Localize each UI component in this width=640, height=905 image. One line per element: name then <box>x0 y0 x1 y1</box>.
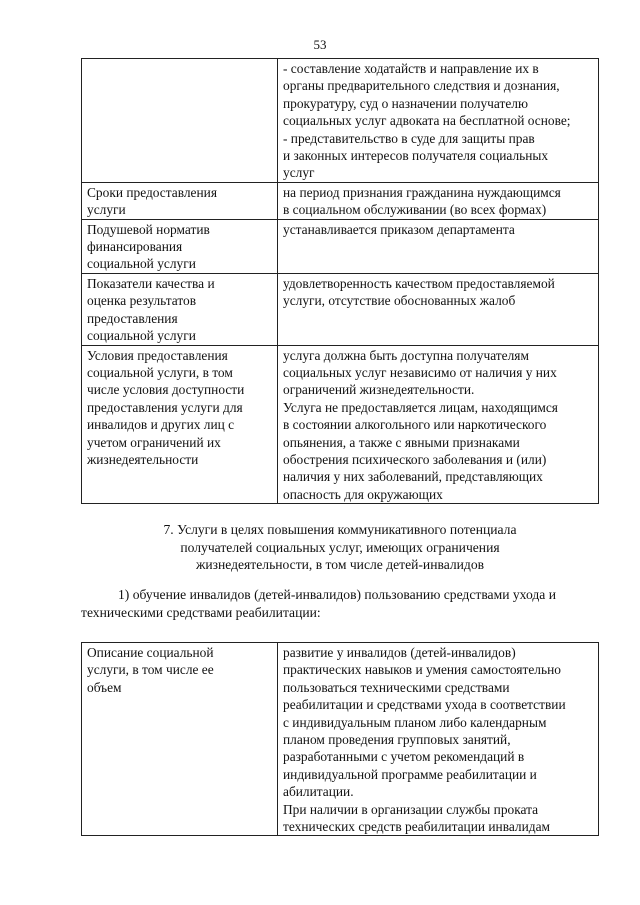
cell-line: в социальном обслуживании (во всех формах) <box>283 202 547 218</box>
cell-line: Показатели качества и <box>87 275 215 291</box>
cell-line: удовлетворенность качеством предоставляемой <box>283 275 555 291</box>
cell-line: практических навыков и умения самостоятельно <box>283 662 561 678</box>
cell-line: услуги, отсутствие обоснованных жалоб <box>283 293 516 309</box>
cell-line: органы предварительного следствия и дознания, <box>283 78 560 94</box>
cell-line: наличия у них заболеваний, представляющих <box>283 469 543 485</box>
table-row <box>82 219 599 273</box>
cell-line: инвалидов и других лиц с <box>87 417 235 433</box>
cell-line: финансирования <box>87 239 183 255</box>
row-value-cell <box>278 59 599 183</box>
cell-line: Услуга не предоставляется лицам, находящимся <box>283 399 558 415</box>
heading-line: получателей социальных услуг, имеющих ограничения <box>180 539 500 555</box>
cell-line: планом проведения групповых занятий, <box>283 732 511 748</box>
cell-line: Условия предоставления <box>87 347 228 363</box>
cell-line: индивидуальной программе реабилитации и <box>283 766 537 782</box>
row-value-cell <box>278 345 599 504</box>
cell-line: услуга должна быть доступна получателям <box>283 347 529 363</box>
cell-line: социальных услуг независимо от наличия у них <box>283 364 557 380</box>
paragraph-line: техническими средствами реабилитации: <box>81 605 321 620</box>
row-label-cell <box>82 182 278 219</box>
table-body <box>82 59 599 504</box>
heading-line: жизнедеятельности, в том числе детей-инвалидов <box>195 557 485 573</box>
cell-line: прокуратуру, суд о назначении получателю <box>283 95 528 111</box>
cell-line: социальной услуги, в том <box>87 364 233 380</box>
row-label-cell <box>82 219 278 273</box>
cell-line: разработанными с учетом рекомендаций в <box>283 749 525 765</box>
row-value-cell <box>278 643 599 836</box>
heading-line: 7. Услуги в целях повышения коммуникативного потенциала <box>163 522 517 537</box>
cell-line: ограничений жизнедеятельности. <box>283 382 475 398</box>
cell-line: опьянения, а также с явными признаками <box>283 434 520 450</box>
row-value-cell <box>278 182 599 219</box>
row-value-cell <box>278 219 599 273</box>
table-row <box>82 345 599 504</box>
cell-line: услуг <box>283 165 315 181</box>
service-item-paragraph <box>81 586 609 622</box>
cell-line: услуги <box>87 202 126 218</box>
cell-line: реабилитации и средствами ухода в соответствии <box>283 697 566 713</box>
cell-line: социальной услуги <box>87 328 196 344</box>
cell-line: предоставления <box>87 310 178 326</box>
row-label-cell <box>82 643 278 836</box>
row-value-cell <box>278 273 599 345</box>
service-table-top <box>81 58 599 504</box>
cell-line: жизнедеятельности <box>87 451 199 467</box>
table-row <box>82 273 599 345</box>
cell-line: услуги, в том числе ее <box>87 662 214 678</box>
cell-line: Сроки предоставления <box>87 184 217 200</box>
table-body <box>82 643 599 836</box>
cell-line: объем <box>87 679 122 695</box>
cell-line: с индивидуальным планом либо календарным <box>283 714 547 730</box>
cell-line: - составление ходатайств и направление их в <box>283 61 539 76</box>
service-table-bottom <box>81 642 599 836</box>
cell-line: обострения психического заболевания и (или) <box>283 451 547 467</box>
cell-line: в состоянии алкогольного или наркотического <box>283 417 547 433</box>
cell-line: учетом ограничений их <box>87 434 221 450</box>
cell-line: социальных услуг адвоката на бесплатной основе; <box>283 113 571 129</box>
row-label-cell <box>82 59 278 183</box>
row-label-cell <box>82 345 278 504</box>
cell-line: оценка результатов <box>87 293 197 309</box>
cell-line: абилитации. <box>283 784 354 800</box>
section-heading <box>81 521 599 574</box>
cell-line: Описание социальной <box>87 645 214 660</box>
cell-line: числе условия доступности <box>87 382 245 398</box>
table-row <box>82 182 599 219</box>
paragraph-line: 1) обучение инвалидов (детей-инвалидов) пользованию средствами ухода и <box>118 587 556 602</box>
cell-line: социальной услуги <box>87 256 196 272</box>
cell-line: предоставления услуги для <box>87 399 243 415</box>
cell-line: устанавливается приказом департамента <box>283 221 515 237</box>
cell-line: развитие у инвалидов (детей-инвалидов) <box>283 645 516 660</box>
cell-line: опасность для окружающих <box>283 486 443 502</box>
cell-line: на период признания гражданина нуждающимся <box>283 184 561 200</box>
page-number: 53 <box>313 37 327 52</box>
cell-line: Подушевой норматив <box>87 221 210 237</box>
cell-line: и законных интересов получателя социальных <box>283 148 549 164</box>
table-row <box>82 59 599 183</box>
cell-line: пользоваться техническими средствами <box>283 679 510 695</box>
row-label-cell <box>82 273 278 345</box>
table-row <box>82 643 599 836</box>
cell-line: технических средств реабилитации инвалидам <box>283 819 550 835</box>
cell-line: - представительство в суде для защиты прав <box>283 130 535 146</box>
cell-line: При наличии в организации службы проката <box>283 801 539 817</box>
